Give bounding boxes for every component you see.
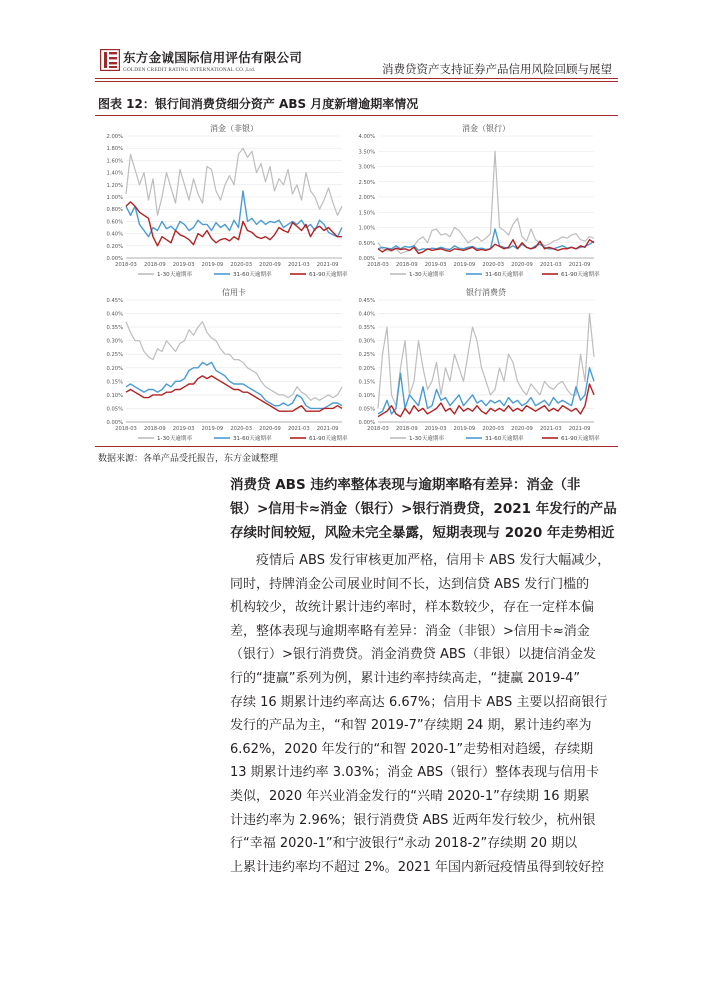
y-tick-label: 0.50% <box>358 240 375 247</box>
figure-top-rule <box>95 115 618 116</box>
legend-label: 31-60天逾期率 <box>485 436 524 442</box>
y-tick-label: 0.35% <box>106 325 123 332</box>
y-tick-label: 0.05% <box>358 406 375 413</box>
x-tick-label: 2020-09 <box>259 262 281 268</box>
y-tick-label: 1.00% <box>358 225 375 232</box>
x-tick-label: 2019-09 <box>201 426 224 432</box>
y-tick-label: 0.05% <box>106 406 123 413</box>
y-tick-label: 0.15% <box>358 379 375 386</box>
x-tick-label: 2019-03 <box>424 426 447 432</box>
y-tick-label: 0.10% <box>358 392 375 399</box>
y-tick-label: 0.40% <box>106 231 123 238</box>
chart-title: 银行消费贷 <box>466 288 506 297</box>
x-tick-label: 2020-03 <box>482 262 505 268</box>
company-logo-icon <box>100 49 120 71</box>
x-tick-label: 2020-03 <box>482 426 505 432</box>
y-tick-label: 1.40% <box>106 170 123 177</box>
y-tick-label: 0.30% <box>106 338 123 345</box>
x-tick-label: 2018-03 <box>367 426 389 432</box>
x-tick-label: 2018-09 <box>395 262 418 268</box>
y-tick-label: 0.00% <box>358 256 375 262</box>
y-tick-label: 0.00% <box>106 420 123 426</box>
y-tick-label: 0.20% <box>106 365 123 372</box>
chart-title: 信用卡 <box>222 288 246 297</box>
y-tick-label: 1.00% <box>106 195 123 201</box>
body-paragraph <box>230 549 614 879</box>
x-tick-label: 2021-09 <box>568 426 591 432</box>
legend-label: 61-90天逾期率 <box>561 272 600 278</box>
y-tick-label: 3.50% <box>358 149 375 156</box>
legend-label: 1-30天逾期率 <box>157 436 193 442</box>
x-tick-label: 2021-03 <box>287 262 310 268</box>
paragraph-line: 上累计违约率均不超过 2%。2021 年国内新冠疫情虽得到较好控 <box>230 859 604 875</box>
y-tick-label: 0.30% <box>358 338 375 345</box>
x-tick-label: 2020-09 <box>259 426 281 432</box>
company-name-en: GOLDEN CREDIT RATING INTERNATIONAL CO.,Ltd. <box>123 67 256 73</box>
y-tick-label: 4.00% <box>358 134 375 140</box>
x-tick-label: 2020-09 <box>511 426 533 432</box>
paragraph-line: 6.62%，2020 年发行的“和智 2020-1”走势相对趋缓，存续期 <box>230 741 594 757</box>
x-tick-label: 2020-09 <box>511 262 533 268</box>
paragraph-line: 疫情后 ABS 发行审核更加严格，信用卡 ABS 发行大幅减少， <box>256 553 611 568</box>
y-tick-label: 0.25% <box>106 352 123 359</box>
series-line <box>378 314 594 409</box>
x-tick-label: 2018-09 <box>395 426 418 432</box>
y-tick-label: 0.45% <box>106 298 123 304</box>
y-tick-label: 0.60% <box>106 219 123 226</box>
x-tick-label: 2019-03 <box>424 262 447 268</box>
heading-line: 消费贷 ABS 违约率整体表现与逾期率略有差异：消金（非 <box>230 477 581 493</box>
legend-label: 61-90天逾期率 <box>561 436 600 442</box>
series-line <box>126 148 342 215</box>
y-tick-label: 2.00% <box>358 195 375 201</box>
y-tick-label: 0.40% <box>358 311 375 318</box>
y-tick-label: 0.40% <box>106 311 123 318</box>
chart-credit-card <box>96 284 354 442</box>
y-tick-label: 0.10% <box>106 392 123 399</box>
paragraph-line: 类似，2020 年兴业消金发行的“兴晴 2020-1”存续期 16 期累 <box>230 788 590 804</box>
paragraph-line: 计违约率为 2.96%；银行消费贷 ABS 近两年发行较少，杭州银 <box>230 812 596 828</box>
company-logo-text <box>123 48 302 73</box>
heading-line: 存续时间较短，风险未完全暴露，短期表现与 2020 年走势相近 <box>230 525 615 541</box>
paragraph-line: 行的“捷赢”系列为例，累计违约率持续高走，“捷赢 2019-4” <box>230 670 581 686</box>
y-tick-label: 3.00% <box>358 164 375 171</box>
chart-svg <box>96 284 354 442</box>
chart-title: 消金（非银） <box>210 124 258 133</box>
figure-bottom-rule <box>95 446 618 447</box>
figure-source: 数据来源：各单产品受托报告，东方金诚整理 <box>98 454 279 464</box>
y-tick-label: 0.25% <box>358 352 375 359</box>
x-tick-label: 2021-03 <box>539 426 562 432</box>
legend-label: 1-30天逾期率 <box>409 436 445 442</box>
header-divider <box>95 78 618 79</box>
x-tick-label: 2021-03 <box>287 426 310 432</box>
x-tick-label: 2018-09 <box>143 262 166 268</box>
header-divider-thin <box>95 81 618 82</box>
legend-label: 61-90天逾期率 <box>309 272 348 278</box>
running-title: 消费贷资产支持证券产品信用风险回顾与展望 <box>382 62 612 76</box>
paragraph-line: 行“幸福 2020-1”和宁波银行“永动 2018-2”存续期 20 期以 <box>230 836 578 852</box>
legend-label: 31-60天逾期率 <box>233 272 272 278</box>
series-line <box>378 229 594 250</box>
x-tick-label: 2018-03 <box>367 262 389 268</box>
x-tick-label: 2021-09 <box>316 426 339 432</box>
x-tick-label: 2019-09 <box>453 262 476 268</box>
series-line <box>126 322 342 401</box>
x-tick-label: 2019-09 <box>453 426 476 432</box>
y-tick-label: 0.80% <box>106 207 123 214</box>
paragraph-line: 差，整体表现与逾期率略有差异：消金（非银）>信用卡≈消金 <box>230 623 590 639</box>
series-line <box>126 202 342 246</box>
paragraph-line: 同时，持牌消金公司展业时间不长，达到信贷 ABS 发行门槛的 <box>230 576 590 592</box>
x-tick-label: 2021-09 <box>568 262 591 268</box>
y-tick-label: 0.20% <box>106 243 123 250</box>
y-tick-label: 1.20% <box>106 182 123 189</box>
legend-label: 61-90天逾期率 <box>309 436 348 442</box>
legend-label: 31-60天逾期率 <box>485 272 524 278</box>
y-tick-label: 0.00% <box>106 256 123 262</box>
x-tick-label: 2019-03 <box>172 426 195 432</box>
chart-title: 消金（银行） <box>462 124 510 133</box>
x-tick-label: 2018-09 <box>143 426 166 432</box>
figure-title: 图表 12：银行间消费贷细分资产 ABS 月度新增逾期率情况 <box>98 97 419 111</box>
x-tick-label: 2019-03 <box>172 262 195 268</box>
series-line <box>126 362 342 408</box>
company-name-cn: 东方金诚国际信用评估有限公司 <box>123 50 303 65</box>
chart-svg <box>96 120 354 278</box>
paragraph-line: 机构较少，故统计累计违约率时，样本数较少，存在一定样本偏 <box>230 600 595 616</box>
paragraph-line: 发行的产品为主，“和智 2019-7”存续期 24 期，累计违约率为 <box>230 718 592 734</box>
x-tick-label: 2020-03 <box>230 262 253 268</box>
chart-consumer-finance-nonbank <box>96 120 354 278</box>
y-tick-label: 0.15% <box>106 379 123 386</box>
y-tick-label: 0.35% <box>358 325 375 332</box>
x-tick-label: 2019-09 <box>201 262 224 268</box>
y-tick-label: 1.80% <box>106 146 123 153</box>
chart-consumer-finance-bank <box>348 120 606 278</box>
x-tick-label: 2020-03 <box>230 426 253 432</box>
chart-svg <box>348 284 606 442</box>
legend-label: 1-30天逾期率 <box>409 272 445 278</box>
legend-label: 1-30天逾期率 <box>157 272 193 278</box>
x-tick-label: 2021-09 <box>316 262 339 268</box>
legend-label: 31-60天逾期率 <box>233 436 272 442</box>
y-tick-label: 1.50% <box>358 210 375 217</box>
heading-line: 银）>信用卡≈消金（银行）>银行消费贷，2021 年发行的产品 <box>230 501 617 517</box>
y-tick-label: 1.60% <box>106 158 123 165</box>
y-tick-label: 0.00% <box>358 420 375 426</box>
x-tick-label: 2021-03 <box>539 262 562 268</box>
chart-bank-consumer-loan <box>348 284 606 442</box>
x-tick-label: 2018-03 <box>115 262 137 268</box>
y-tick-label: 2.00% <box>106 134 123 140</box>
paragraph-line: 13 期累计违约率 3.03%；消金 ABS（银行）整体表现与信用卡 <box>230 765 600 781</box>
x-tick-label: 2018-03 <box>115 426 137 432</box>
section-heading <box>230 473 617 545</box>
paragraph-line: （银行）>银行消费贷。消金消费贷 ABS（非银）以捷信消金发 <box>230 647 596 663</box>
paragraph-line: 存续 16 期累计违约率高达 6.67%；信用卡 ABS 主要以招商银行 <box>230 694 608 710</box>
y-tick-label: 0.45% <box>358 298 375 304</box>
y-tick-label: 0.20% <box>358 365 375 372</box>
y-tick-label: 2.50% <box>358 179 375 186</box>
chart-svg <box>348 120 606 278</box>
